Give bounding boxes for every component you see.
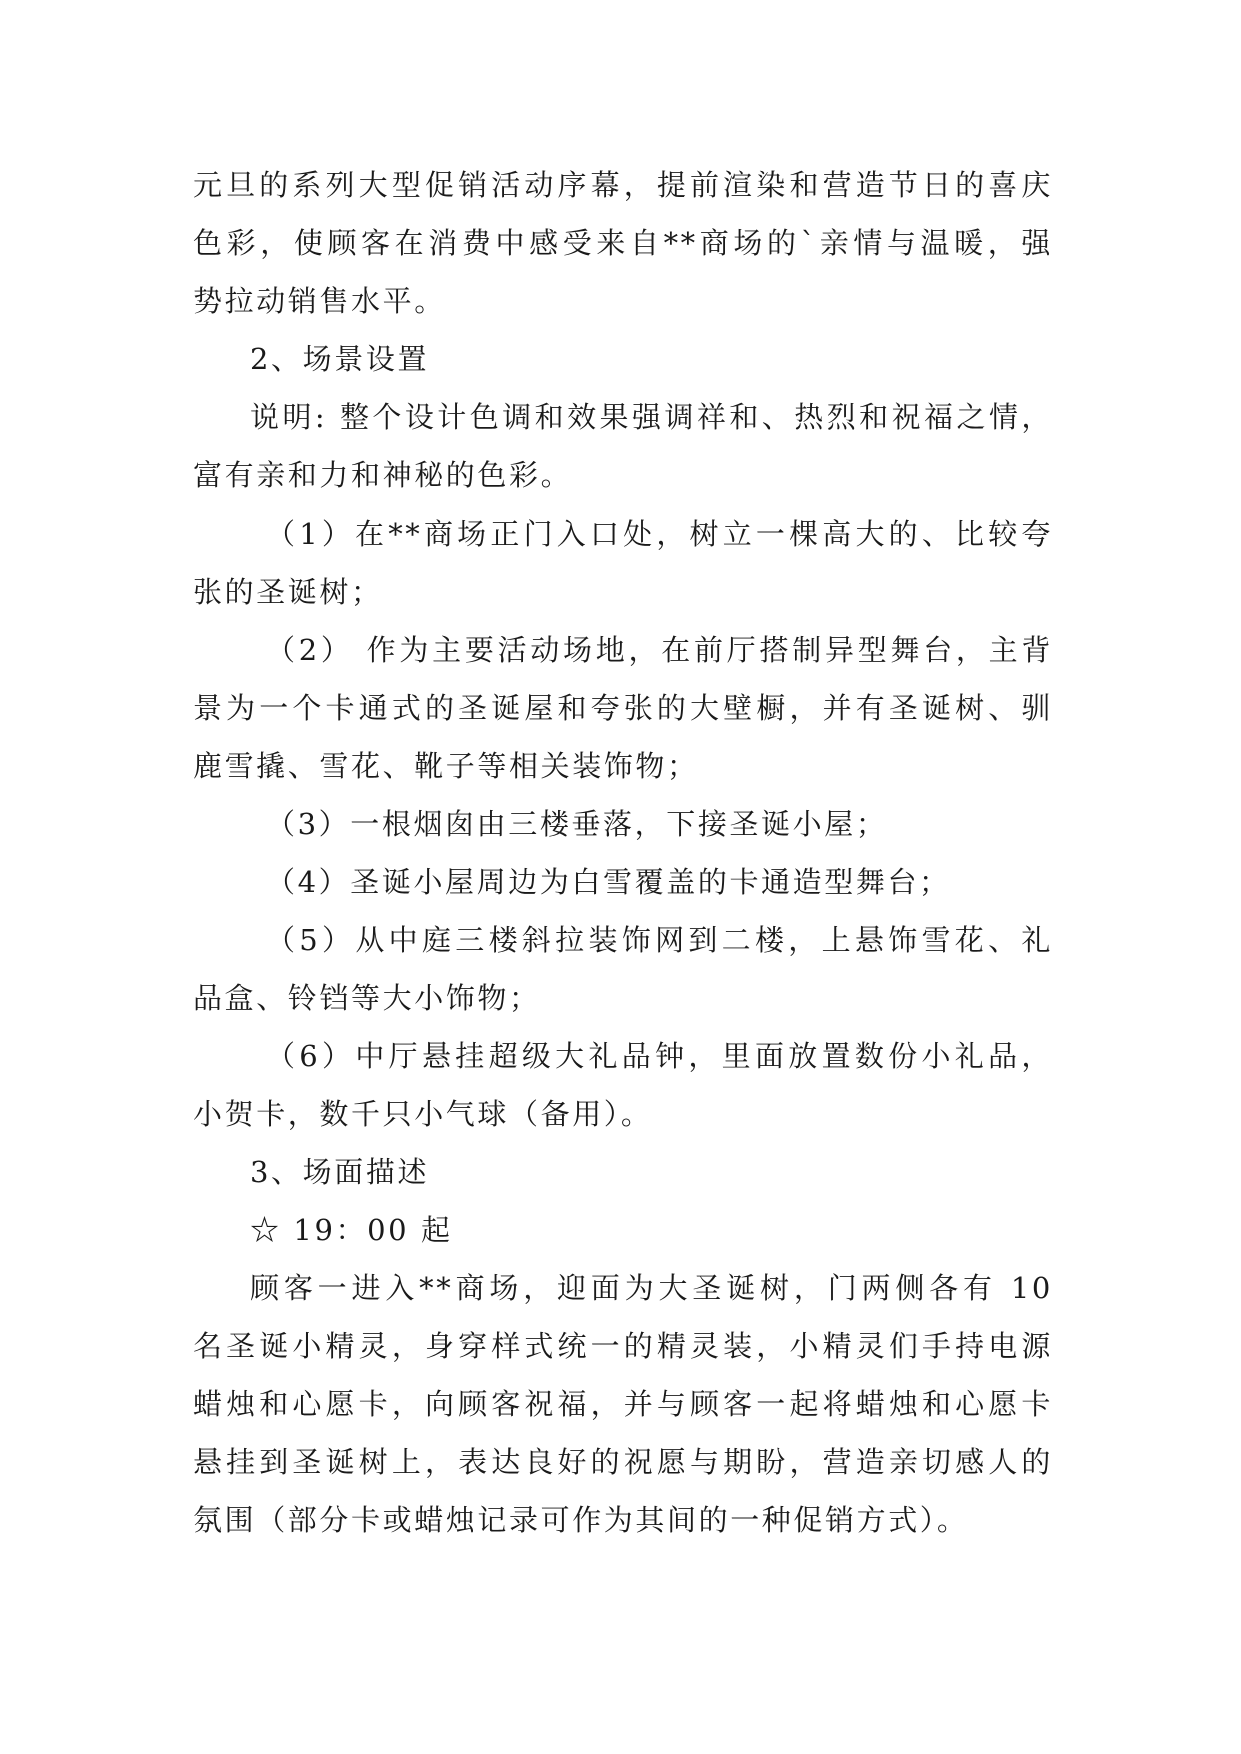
text-line: 势拉动销售水平。 xyxy=(193,284,446,318)
text-line: 富有亲和力和神秘的色彩。 xyxy=(193,458,573,492)
list-item-line: （3）一根烟囱由三楼垂落，下接圣诞小屋； xyxy=(266,807,888,841)
text-line: 品盒、铃铛等大小饰物； xyxy=(193,981,541,1015)
list-item-line: （2） 作为主要活动场地，在前厅搭制异型舞台，主背 xyxy=(266,633,1053,667)
text-line: 景为一个卡通式的圣诞屋和夸张的大壁橱，并有圣诞树、驯 xyxy=(193,691,1053,725)
section-heading: 2、场景设置 xyxy=(250,342,430,376)
text-line: 色彩，使顾客在消费中感受来自**商场的`亲情与温暖，强 xyxy=(193,226,1053,260)
text-line: 名圣诞小精灵，身穿样式统一的精灵装，小精灵们手持电源 xyxy=(193,1329,1053,1363)
list-item-line: （4）圣诞小屋周边为白雪覆盖的卡通造型舞台； xyxy=(266,865,951,899)
text-line: 说明: 整个设计色调和效果强调祥和、热烈和祝福之情， xyxy=(250,400,1053,434)
text-line: 顾客一进入**商场，迎面为大圣诞树，门两侧各有 10 xyxy=(250,1271,1053,1305)
text-line: 鹿雪撬、雪花、靴子等相关装饰物； xyxy=(193,749,699,783)
text-line: 悬挂到圣诞树上，表达良好的祝愿与期盼，营造亲切感人的 xyxy=(193,1445,1053,1479)
list-item-line: （1）在**商场正门入口处，树立一棵高大的、比较夸 xyxy=(266,517,1053,551)
text-line: 蜡烛和心愿卡，向顾客祝福，并与顾客一起将蜡烛和心愿卡 xyxy=(193,1387,1053,1421)
text-line: 氛围（部分卡或蜡烛记录可作为其间的一种促销方式）。 xyxy=(193,1503,969,1537)
section-heading: 3、场面描述 xyxy=(250,1155,430,1189)
list-item-line: （6）中厅悬挂超级大礼品钟，里面放置数份小礼品， xyxy=(266,1039,1053,1073)
list-item-line: （5）从中庭三楼斜拉装饰网到二楼，上悬饰雪花、礼 xyxy=(266,923,1053,957)
text-line: 张的圣诞树； xyxy=(193,575,383,609)
text-line: 小贺卡，数千只小气球（备用）。 xyxy=(193,1097,653,1131)
text-line: 元旦的系列大型促销活动序幕，提前渲染和营造节日的喜庆 xyxy=(193,168,1053,202)
time-marker: ☆ 19：00 起 xyxy=(250,1213,453,1247)
